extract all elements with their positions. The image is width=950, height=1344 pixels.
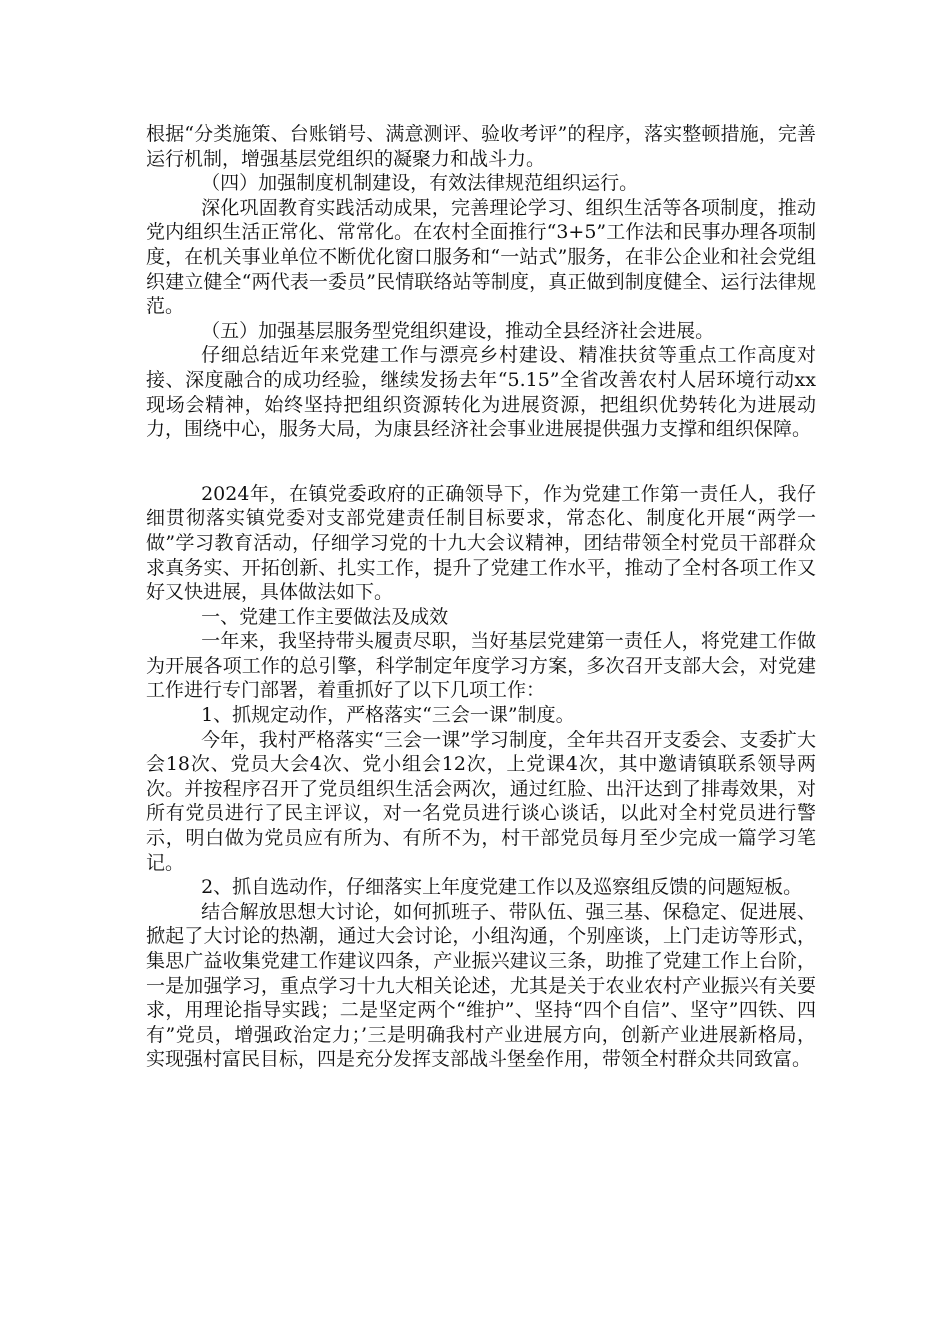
- paragraph-a1: 根据“分类施策、台账销号、满意测评、验收考评”的程序，落实整顿措施，完善运行机制，增强基层党组织的凝聚力和战斗力。: [146, 123, 816, 170]
- paragraph-b3: 一年来，我坚持带头履责尽职，当好基层党建第一责任人，将党建工作做为开展各项工作的总引擎，科学制定年度学习方案，多次召开支部大会，对党建工作进行专门部署，着重抓好了以下几项工作：: [146, 630, 816, 702]
- subheading-2: 2、抓自选动作，仔细落实上年度党建工作以及巡察组反馈的问题短板。: [201, 876, 803, 899]
- paragraph-b5: 今年，我村严格落实“三会一课”学习制度，全年共召开支委会、支委扩大会18次、党员大会4次、党小组会12次，上党课4次，其中邀请镇联系领导两次。并按程序召开了党员组织生活会两次，通过红脸、出汗达到了排毒效果，对所有党员进行了民主评议，对一名党员进行谈心谈话，以此对全村党员进行警示，明白做为党员应有所为、有所不为，村干部党员每月至少完成一篇学习笔记。: [146, 728, 816, 874]
- document-page: [146, 122, 816, 1072]
- subheading-1: 1、抓规定动作，严格落实“三会一课”制度。: [201, 704, 575, 727]
- paragraph-a3: 深化巩固教育实践活动成果，完善理论学习、组织生活等各项制度，推动党内组织生活正常化、常常化。在农村全面推行“3+5”工作法和民事办理各项制度，在机关事业单位不断优化窗口服务和“一站式”服务，在非公企业和社会党组织建立健全“两代表一委员”民情联络站等制度，真正做到制度健全、运行法律规范。: [146, 196, 816, 318]
- paragraph-b1: 2024年，在镇党委政府的正确领导下，作为党建工作第一责任人，我仔细贯彻落实镇党委对支部党建责任制目标要求，常态化、制度化开展“两学一做”学习教育活动，仔细学习党的十九大会议精神，团结带领全村党员干部群众求真务实、开拓创新、扎实工作，提升了党建工作水平，推动了全村各项工作又好又快进展，具体做法如下。: [146, 482, 816, 604]
- section-heading-1: 一、党建工作主要做法及成效: [201, 605, 449, 628]
- section-gap: [146, 442, 816, 482]
- section-heading-5: （五）加强基层服务型党组织建设，推动全县经济社会进展。: [201, 319, 715, 342]
- paragraph-b7: 结合解放思想大讨论，如何抓班子、带队伍、强三基、保稳定、促进展、掀起了大讨论的热潮，通过大会讨论，小组沟通，个别座谈，上门走访等形式，集思广益收集党建工作建议四条，产业振兴建议三条，助推了党建工作上台阶，一是加强学习，重点学习十九大相关论述，尤其是关于农业农村产业振兴有关要求，用理论指导实践；二是坚定两个“维护”、坚持“四个自信”、坚守”四铁、四有”党员，增强政治定力；’三是明确我村产业进展方向，创新产业进展新格局，实现强村富民目标，四是充分发挥支部战斗堡垒作用，带领全村群众共同致富。: [146, 900, 816, 1071]
- section-heading-4: （四）加强制度机制建设，有效法律规范组织运行。: [201, 172, 639, 195]
- paragraph-a5: 仔细总结近年来党建工作与漂亮乡村建设、精准扶贫等重点工作高度对接、深度融合的成功经验，继续发扬去年“5.15”全省改善农村人居环境行动xx现场会精神，始终坚持把组织资源转化为进展资源，把组织优势转化为进展动力，围绕中心，服务大局，为康县经济社会事业进展提供强力支撑和组织保障。: [146, 344, 816, 441]
